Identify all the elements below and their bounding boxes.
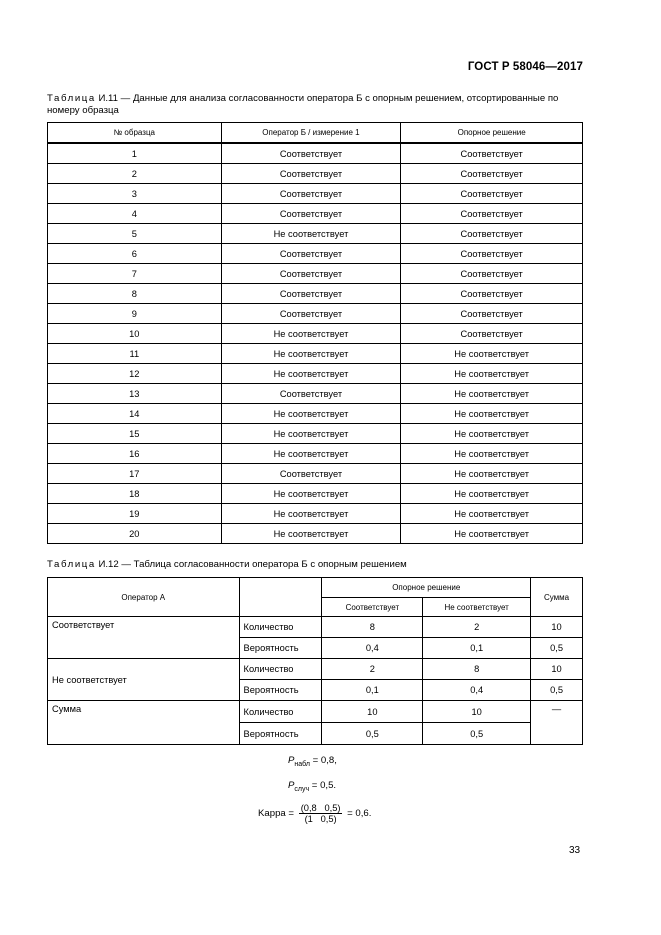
table-cell: Не соответствует [401,344,583,364]
table-cell: Соответствует [221,164,401,184]
caption-word: Таблица [47,559,96,570]
table-cell: 5 [48,224,222,244]
p-symbol: P [288,780,295,791]
caption-text: И.12 — Таблица согласованности оператора Б с опорным решением [95,559,407,570]
match-value: 0,5 [322,723,423,745]
table-row [48,384,583,404]
p-observed-formula [288,755,337,768]
match-value: 8 [322,617,423,638]
kappa-label: Kappa = [258,808,297,820]
table-cell: Соответствует [401,244,583,264]
table-row [48,504,583,524]
table-11-caption [47,93,587,117]
table-row [48,224,583,244]
table-row [48,344,583,364]
p-value: = 0,5. [309,780,337,791]
sum-header: Сумма [531,578,583,617]
reference-header: Опорное решение [322,578,531,598]
table-cell: Соответствует [401,264,583,284]
table-cell: Не соответствует [221,224,401,244]
header-spacer [239,578,322,617]
table-row [48,444,583,464]
table-cell: 10 [48,324,222,344]
table-cell: 14 [48,404,222,424]
table-cell: 15 [48,424,222,444]
table-row [48,143,583,164]
table-row [48,617,583,638]
measure-label: Вероятность [239,723,322,745]
table-row [48,304,583,324]
table-header-row [48,123,583,144]
measure-label: Вероятность [239,638,322,659]
table-cell: Не соответствует [401,464,583,484]
table-cell: Соответствует [401,204,583,224]
table-cell: Соответствует [221,264,401,284]
table-cell: Соответствует [221,384,401,404]
table-cell: Соответствует [221,184,401,204]
table-cell: Не соответствует [221,424,401,444]
kappa-fraction [299,803,343,824]
match-value: 2 [322,659,423,680]
kappa-result: = 0,6. [344,808,372,820]
table-cell: Соответствует [401,284,583,304]
table-cell: 4 [48,204,222,224]
match-value: 0,1 [322,680,423,701]
match-header: Соответствует [322,598,423,617]
measure-label: Количество [239,701,322,723]
table-12-body [48,617,583,745]
table-cell: 12 [48,364,222,384]
table-row [48,264,583,284]
page-number: 33 [569,845,581,856]
table-11 [47,122,583,544]
table-cell: Не соответствует [401,484,583,504]
sum-value: 10 [531,659,583,680]
column-header: Опорное решение [401,123,583,144]
table-cell: Не соответствует [221,404,401,424]
table-cell: Соответствует [221,284,401,304]
table-row [48,364,583,384]
table-cell: 11 [48,344,222,364]
table-cell: Соответствует [401,164,583,184]
table-cell: Соответствует [221,204,401,224]
table-header-row [48,578,583,598]
table-cell: 6 [48,244,222,264]
table-cell: Соответствует [221,244,401,264]
table-cell: Соответствует [221,464,401,484]
table-cell: 16 [48,444,222,464]
p-subscript: случ [294,785,310,793]
table-cell: 13 [48,384,222,404]
table-cell: Соответствует [401,143,583,164]
nomatch-value: 0,5 [423,723,531,745]
table-row [48,184,583,204]
table-cell: Соответствует [401,304,583,324]
table-row [48,524,583,544]
table-cell: Не соответствует [401,424,583,444]
table-row [48,484,583,504]
table-cell: Не соответствует [221,484,401,504]
operator-a-header: Оператор А [48,578,240,617]
table-row [48,244,583,264]
table-cell: Соответствует [401,224,583,244]
table-cell: Не соответствует [401,444,583,464]
table-cell: Соответствует [221,143,401,164]
kappa-denominator: (1 0,5) [304,814,337,824]
match-value: 0,4 [322,638,423,659]
table-row [48,464,583,484]
sum-value: 0,5 [531,680,583,701]
table-row [48,204,583,224]
measure-label: Количество [239,617,322,638]
table-cell: 2 [48,164,222,184]
table-cell: 7 [48,264,222,284]
measure-label: Количество [239,659,322,680]
table-cell: Не соответствует [401,384,583,404]
table-cell: 8 [48,284,222,304]
table-cell: Не соответствует [401,364,583,384]
table-cell: Не соответствует [221,344,401,364]
table-12 [47,577,583,745]
table-cell: Не соответствует [401,524,583,544]
nomatch-value: 0,1 [423,638,531,659]
nomatch-header: Не соответствует [423,598,531,617]
table-cell: Не соответствует [221,444,401,464]
row-group-label: Не соответствует [48,659,240,701]
table-cell: Соответствует [401,184,583,204]
p-symbol: P [288,755,295,766]
table-row [48,659,583,680]
table-cell: 3 [48,184,222,204]
table-12-caption [47,559,587,571]
table-cell: Не соответствует [221,324,401,344]
nomatch-value: 0,4 [423,680,531,701]
nomatch-value: 10 [423,701,531,723]
table-cell: 1 [48,143,222,164]
kappa-formula [258,803,371,824]
table-11-body [48,143,583,544]
table-row [48,324,583,344]
table-cell: 19 [48,504,222,524]
nomatch-value: 8 [423,659,531,680]
table-cell: 18 [48,484,222,504]
caption-word: Таблица [47,93,96,104]
table-row [48,424,583,444]
caption-text: И.11 — Данные для анализа согласованности оператора Б с опорным решением, отсортированные по номеру образца [47,93,559,116]
row-group-label: Соответствует [48,617,240,659]
table-cell: Соответствует [401,324,583,344]
row-group-label: Сумма [48,701,240,745]
table-cell: 17 [48,464,222,484]
table-cell: Не соответствует [221,504,401,524]
table-cell: 9 [48,304,222,324]
table-cell: Соответствует [221,304,401,324]
sum-value: 0,5 [531,638,583,659]
table-row [48,404,583,424]
column-header: № образца [48,123,222,144]
column-header: Оператор Б / измерение 1 [221,123,401,144]
table-cell: Не соответствует [221,524,401,544]
table-cell: 20 [48,524,222,544]
standard-number: ГОСТ Р 58046—2017 [467,61,583,73]
table-cell: Не соответствует [401,504,583,524]
measure-label: Вероятность [239,680,322,701]
nomatch-value: 2 [423,617,531,638]
p-chance-formula [288,780,336,793]
sum-value: — [531,701,583,745]
p-value: = 0,8, [309,755,337,766]
table-cell: Не соответствует [401,404,583,424]
kappa-numerator: (0,8 0,5) [300,803,341,813]
table-cell: Не соответствует [221,364,401,384]
table-row [48,284,583,304]
sum-value: 10 [531,617,583,638]
table-row [48,701,583,723]
table-row [48,164,583,184]
p-subscript: набл [294,760,310,768]
match-value: 10 [322,701,423,723]
